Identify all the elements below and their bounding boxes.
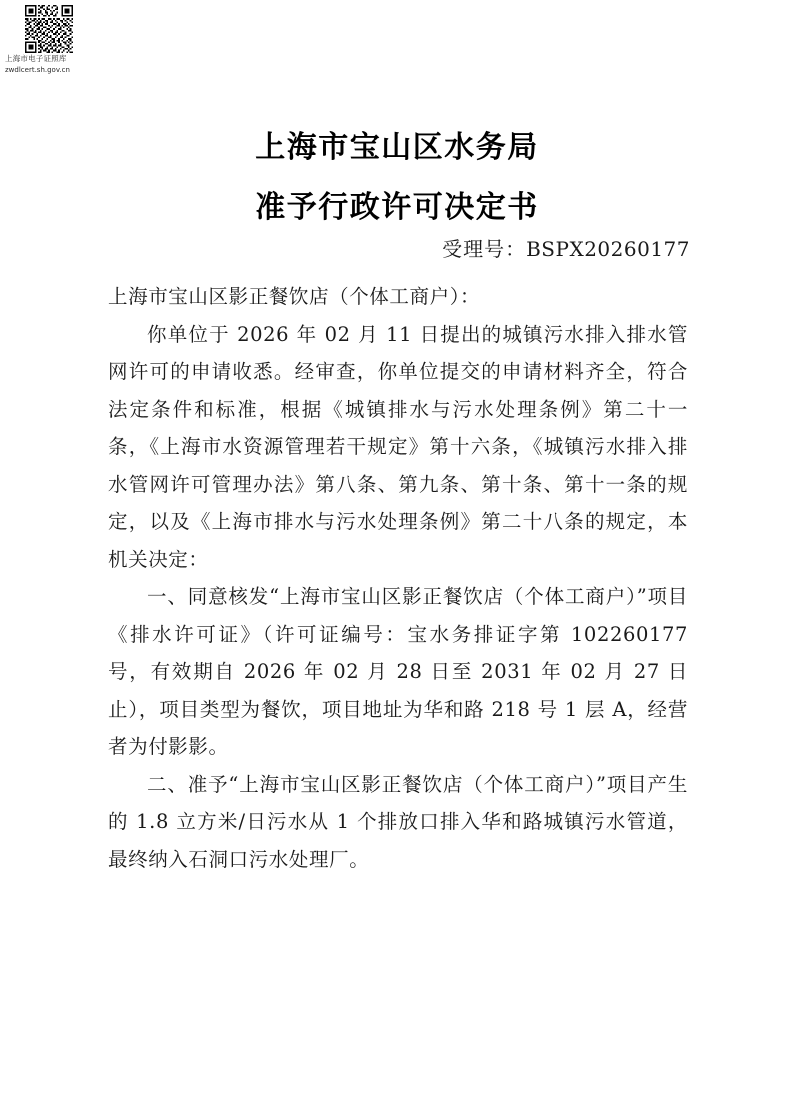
document-body (108, 278, 688, 878)
decision-item-two: 二、准予“上海市宝山区影正餐饮店（个体工商户）”项目产生的 1.8 立方米/日污水从 1 个排放口排入华和路城镇污水管道，最终纳入石洞口污水处理厂。 (108, 772, 688, 871)
qr-caption-url: zwdlcert.sh.gov.cn (5, 66, 70, 74)
acceptance-number-row (0, 233, 794, 262)
body-paragraph-intro: 你单位于 2026 年 02 月 11 日提出的城镇污水排入排水管网许可的申请收悉。经审查，你单位提交的申请材料齐全，符合法定条件和标准，根据《城镇排水与污水处理条例》第二十一条，《上海市水资源管理若干规定》第十六条，《城镇污水排入排水管网许可管理办法》第八条、第九条、第十条、第十一条的规定，以及《上海市排水与污水处理条例》第二十八条的规定，本机关决定： (108, 322, 688, 571)
acceptance-number-label: 受理号： (442, 237, 527, 261)
qr-code-icon (5, 5, 93, 53)
document-type-title: 准予行政许可决定书 (255, 190, 539, 225)
addressee-line: 上海市宝山区影正餐饮店（个体工商户）： (108, 285, 481, 308)
electronic-certificate-qr-block (5, 5, 95, 75)
qr-caption-label: 上海市电子证照库 (5, 54, 67, 63)
decision-item-one: 一、同意核发“上海市宝山区影正餐饮店（个体工商户）”项目《排水许可证》（许可证编号：宝水务排证字第 102260177 号，有效期自 2026 年 02 月 28 日至 2031 年 02 月 27 日止），项目类型为餐饮，项目地址为华和路 218 号 1 层 A，经营者为付影影。 (108, 585, 688, 758)
issuing-authority-title: 上海市宝山区水务局 (255, 130, 539, 165)
acceptance-number-value: BSPX20260177 (526, 237, 690, 261)
